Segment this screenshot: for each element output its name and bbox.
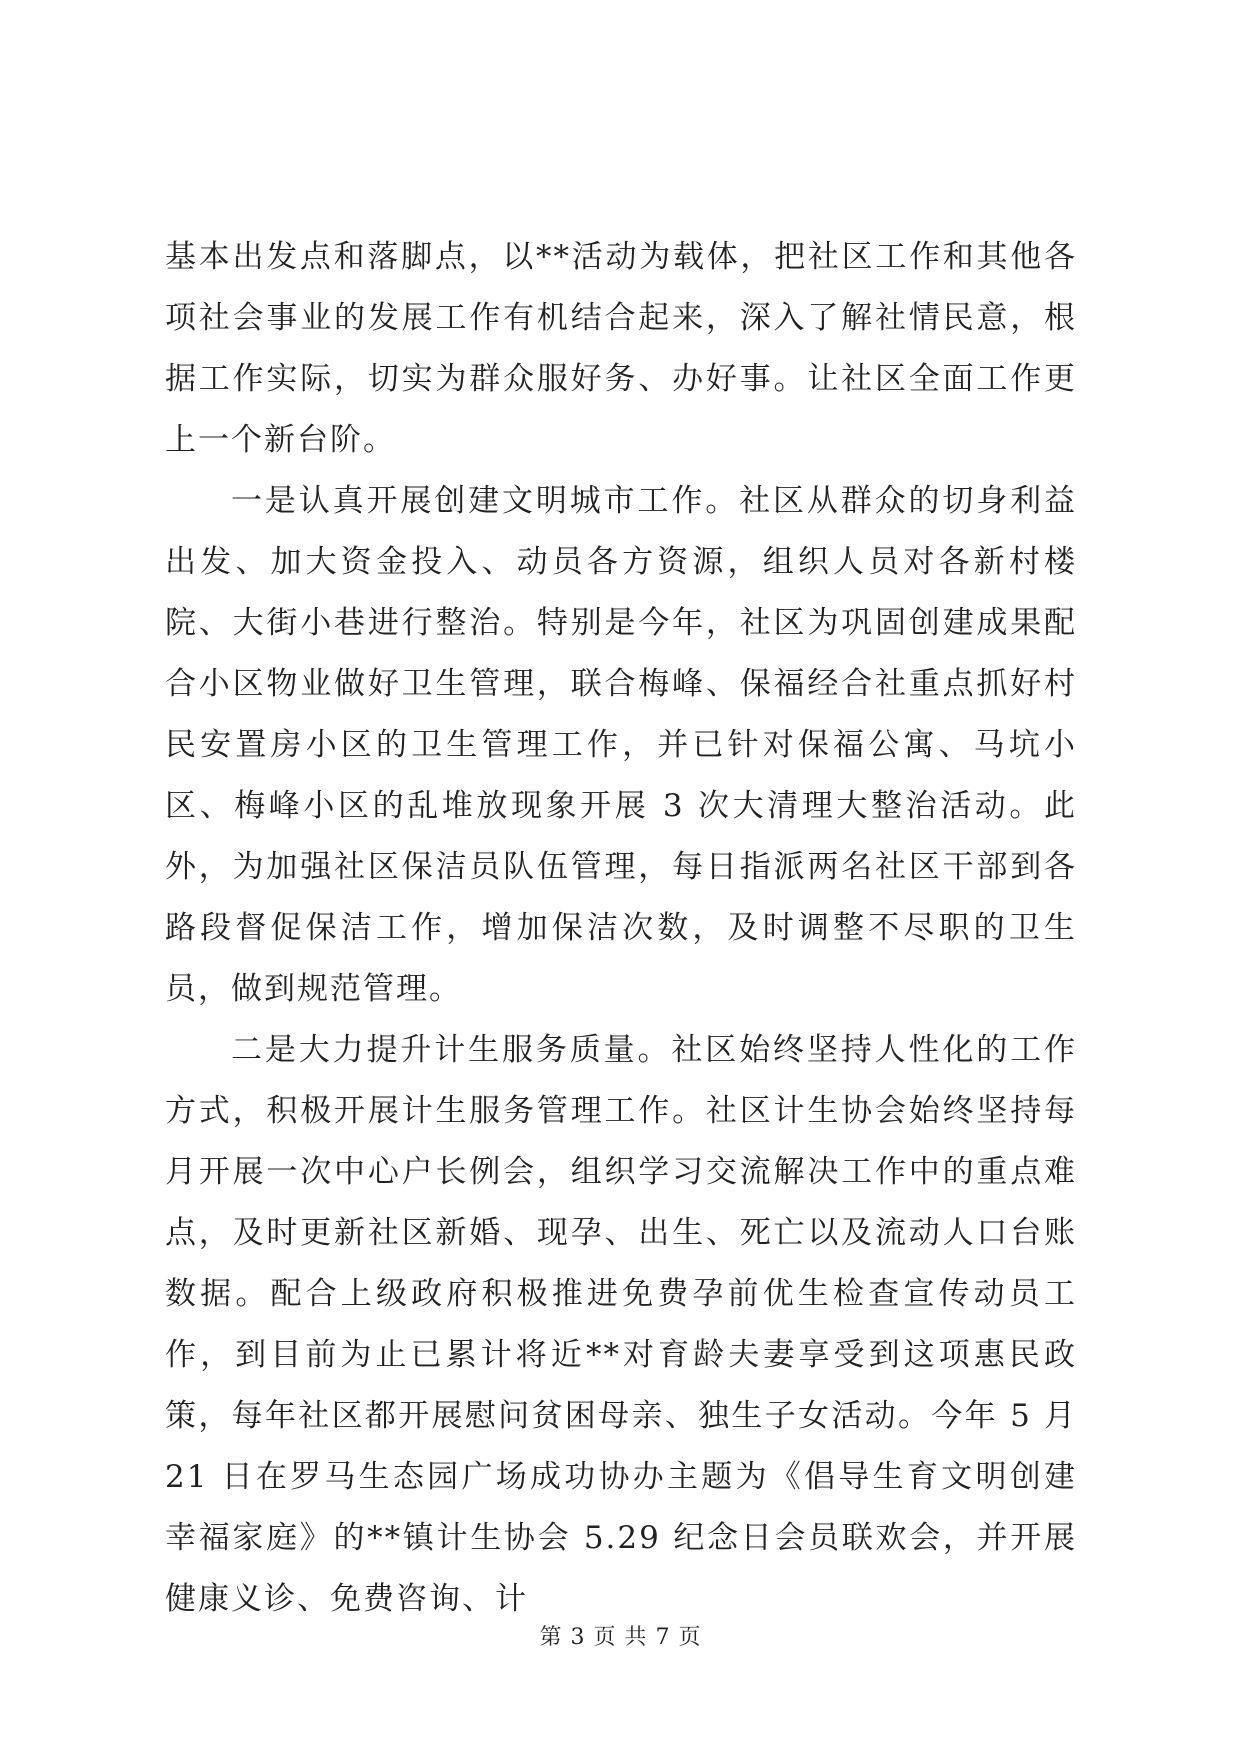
- document-body: [165, 227, 1077, 1630]
- paragraph-continuation: 基本出发点和落脚点，以**活动为载体，把社区工作和其他各项社会事业的发展工作有机结合起来，深入了解社情民意，根据工作实际，切实为群众服好务、办好事。让社区全面工作更上一个新台阶。: [165, 239, 1077, 458]
- page-number-footer: 第 3 页 共 7 页: [539, 1625, 702, 1650]
- paragraph-family-planning: 二是大力提升计生服务质量。社区始终坚持人性化的工作方式，积极开展计生服务管理工作。社区计生协会始终坚持每月开展一次中心户长例会，组织学习交流解决工作中的重点难点，及时更新社区新婚、现孕、出生、死亡以及流动人口台账数据。配合上级政府积极推进免费孕前优生检查宣传动员工作，到目前为止已累计将近**对育龄夫妻享受到这项惠民政策，每年社区都开展慰问贫困母亲、独生子女活动。今年 5 月 21 日在罗马生态园广场成功协办主题为《倡导生育文明创建幸福家庭》的**镇计生协会 5.29 纪念日会员联欢会，并开展健康义诊、免费咨询、计: [165, 1032, 1077, 1617]
- paragraph-civilized-city: 一是认真开展创建文明城市工作。社区从群众的切身利益出发、加大资金投入、动员各方资源，组织人员对各新村楼院、大街小巷进行整治。特别是今年，社区为巩固创建成果配合小区物业做好卫生管理，联合梅峰、保福经合社重点抓好村民安置房小区的卫生管理工作，并已针对保福公寓、马坑小区、梅峰小区的乱堆放现象开展 3 次大清理大整治活动。此外，为加强社区保洁员队伍管理，每日指派两名社区干部到各路段督促保洁工作，增加保洁次数，及时调整不尽职的卫生员，做到规范管理。: [165, 483, 1077, 1007]
